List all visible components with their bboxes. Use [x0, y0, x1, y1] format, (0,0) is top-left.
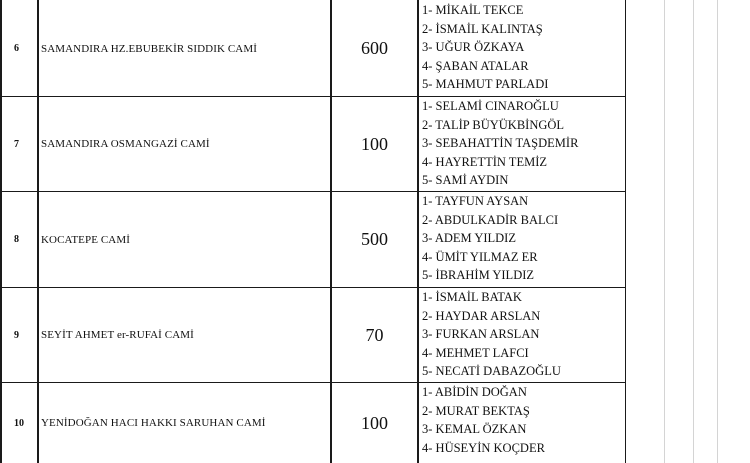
mosque-name-cell[interactable]: SAMANDIRA HZ.EBUBEKİR SIDDIK CAMİ	[41, 42, 257, 55]
grid-line-vertical	[693, 0, 694, 463]
row-number-cell[interactable]: 9	[14, 329, 19, 341]
capacity-cell[interactable]: 500	[361, 229, 388, 249]
staff-name-item[interactable]: 2- HAYDAR ARSLAN	[422, 308, 541, 323]
row-number-cell[interactable]: 7	[14, 138, 19, 150]
staff-name-item[interactable]: 4- HÜSEYİN KOÇDER	[422, 440, 545, 455]
staff-name-item[interactable]: 2- MURAT BEKTAŞ	[422, 403, 530, 418]
capacity-cell[interactable]: 70	[365, 324, 384, 345]
staff-name-item[interactable]: 3- ADEM YILDIZ	[422, 231, 516, 245]
staff-name-item[interactable]: 1- İSMAİL BATAK	[422, 290, 522, 304]
grid-line-vertical	[664, 0, 665, 463]
staff-name-item[interactable]: 5- İBRAHİM YILDIZ	[422, 268, 535, 282]
mosque-name-cell[interactable]: KOCATEPE CAMİ	[41, 233, 130, 246]
staff-name-item[interactable]: 1- MİKAİL TEKCE	[422, 3, 524, 17]
mosque-name-cell[interactable]: SEYİT AHMET er-RUFAİ CAMİ	[41, 329, 194, 341]
staff-name-item[interactable]: 2- TALİP BÜYÜKBİNGÖL	[422, 117, 565, 132]
capacity-cell[interactable]: 600	[361, 38, 388, 58]
staff-name-item[interactable]: 5- NECATİ DABAZOĞLU	[422, 364, 561, 378]
mosque-name-cell[interactable]: YENİDOĞAN HACI HAKKI SARUHAN CAMİ	[41, 417, 266, 429]
staff-name-item[interactable]: 2- İSMAİL KALINTAŞ	[422, 21, 543, 36]
staff-name-item[interactable]: 5- MAHMUT PARLADI	[422, 77, 549, 91]
staff-name-item[interactable]: 1- TAYFUN AYSAN	[422, 194, 529, 208]
capacity-cell[interactable]: 100	[361, 412, 388, 433]
staff-name-item[interactable]: 3- UĞUR ÖZKAYA	[422, 40, 525, 54]
staff-name-item[interactable]: 1- ABİDİN DOĞAN	[422, 385, 527, 399]
staff-name-item[interactable]: 4- ÜMİT YILMAZ ER	[422, 249, 538, 264]
row-number-cell[interactable]: 8	[14, 234, 19, 245]
staff-name-item[interactable]: 3- FURKAN ARSLAN	[422, 327, 540, 341]
staff-name-item[interactable]: 1- SELAMİ CINAROĞLU	[422, 99, 559, 113]
mosque-name-cell[interactable]: SAMANDIRA OSMANGAZİ CAMİ	[41, 138, 210, 150]
staff-name-item[interactable]: 4- MEHMET LAFCI	[422, 345, 529, 360]
staff-name-item[interactable]: 5- SAMİ AYDIN	[422, 173, 509, 187]
capacity-cell[interactable]: 100	[361, 133, 388, 154]
grid-line-vertical	[717, 0, 718, 463]
staff-name-item[interactable]: 3- KEMAL ÖZKAN	[422, 422, 527, 436]
staff-name-item[interactable]: 2- ABDULKADİR BALCI	[422, 212, 559, 227]
staff-name-item[interactable]: 4- ŞABAN ATALAR	[422, 58, 529, 73]
staff-name-item[interactable]: 3- SEBAHATTİN TAŞDEMİR	[422, 136, 579, 150]
row-number-cell[interactable]: 10	[14, 417, 24, 429]
row-number-cell[interactable]: 6	[14, 43, 19, 54]
table-border-vertical	[37, 0, 39, 463]
staff-name-item[interactable]: 4- HAYRETTİN TEMİZ	[422, 154, 547, 169]
